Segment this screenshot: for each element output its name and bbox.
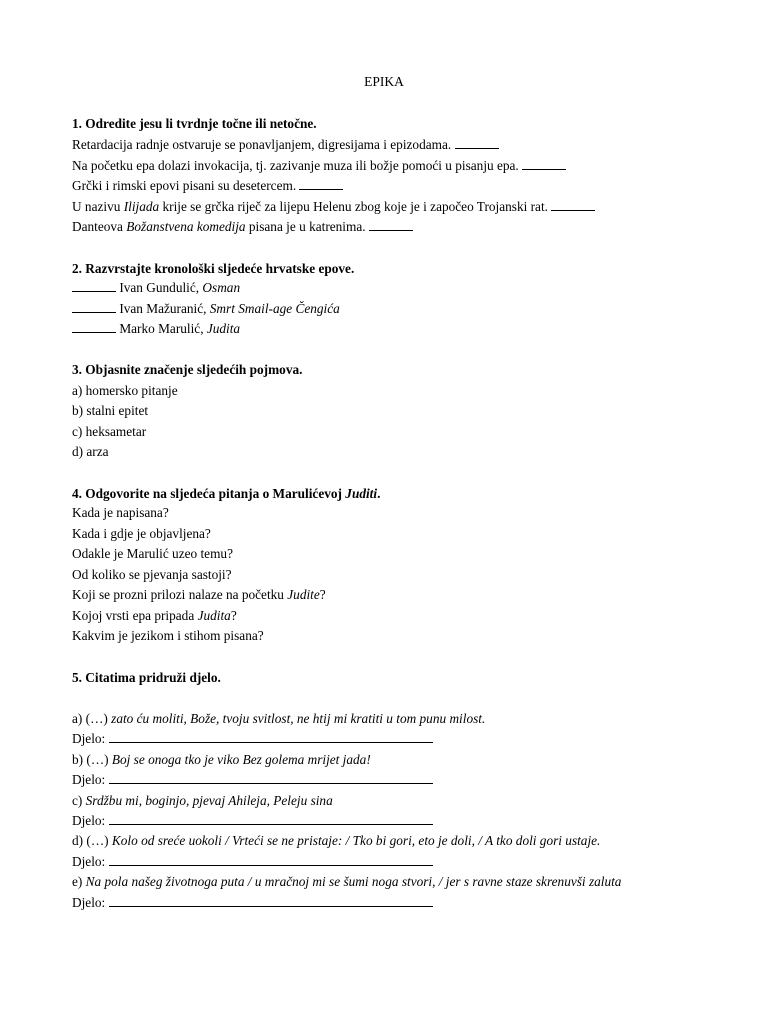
q4-question <box>72 566 232 583</box>
q5-quote-prefix: a) (…) <box>72 711 112 726</box>
q4-heading-italic: Juditi <box>345 486 378 501</box>
q1-statement-text: krije se grčka riječ za lijepu Helenu zbog koje je i započeo Trojanski rat. <box>159 199 548 214</box>
q4-question-italic: Judita <box>197 608 231 623</box>
page-title: EPIKA <box>364 74 404 89</box>
q4-question <box>72 545 233 562</box>
q4-question-text: ? <box>230 608 237 623</box>
djelo-answer-blank[interactable] <box>109 731 433 743</box>
q5-quote-prefix: e) <box>72 874 86 889</box>
q4-question-text: Kada je napisana? <box>72 505 169 520</box>
q1-statement-italic: Ilijada <box>123 199 160 214</box>
q2-item <box>72 320 240 337</box>
q2-author: Marko Marulić, <box>119 321 207 336</box>
djelo-answer-blank[interactable] <box>109 895 433 907</box>
q5-quote-text: Na pola našeg životnoga puta / u mračnoj mi se šumi noga stvori, / jer s ravne staze skrenuvši zaluta <box>85 874 622 889</box>
q5-quote-text: Srdžbu mi, boginjo, pjevaj Ahileja, Peleju sina <box>85 793 333 808</box>
answer-blank[interactable] <box>551 199 595 211</box>
q5-quote-text: Kolo od sreće uokoli / Vrteći se ne pristaje: / Tko bi gori, eto je doli, / A tko doli gori ustaje. <box>111 833 601 848</box>
answer-blank[interactable] <box>455 137 499 149</box>
q5-quote <box>72 832 600 849</box>
q2-item <box>72 300 340 317</box>
q4-question <box>72 607 237 624</box>
q5-answer-line <box>72 730 433 747</box>
q5-answer-line <box>72 771 433 788</box>
q4-heading-end: . <box>377 486 381 501</box>
q5-answer-line <box>72 812 433 829</box>
q5-quote <box>72 873 621 890</box>
q4-question <box>72 504 169 521</box>
q5-quote-prefix: c) <box>72 793 86 808</box>
djelo-label: Djelo: <box>72 895 106 910</box>
djelo-answer-blank[interactable] <box>109 772 433 784</box>
q3-item: a) homersko pitanje <box>72 383 178 398</box>
q1-statement-text: Na početku epa dolazi invokacija, tj. zazivanje muza ili božje pomoći u pisanju epa. <box>72 158 519 173</box>
q2-author: Ivan Mažuranić, <box>119 301 210 316</box>
q1-statement <box>72 198 595 215</box>
q4-question-italic: Judite <box>287 587 320 602</box>
q2-work: Judita <box>206 321 241 336</box>
q1-statement <box>72 136 499 153</box>
q1-statement-text: Grčki i rimski epovi pisani su desetercem. <box>72 178 297 193</box>
q2-heading: 2. Razvrstajte kronološki sljedeće hrvatske epove. <box>72 261 355 276</box>
q4-question <box>72 627 264 644</box>
q5-quote <box>72 751 371 768</box>
q5-quote <box>72 710 485 727</box>
answer-blank[interactable] <box>299 178 343 190</box>
q4-heading <box>72 485 380 502</box>
q1-statement <box>72 157 566 174</box>
q2-work: Osman <box>202 280 241 295</box>
q4-question <box>72 525 211 542</box>
q1-statement-text: Retardacija radnje ostvaruje se ponavljanjem, digresijama i epizodama. <box>72 137 452 152</box>
q1-statement-text: pisana je u katrenima. <box>245 219 366 234</box>
q5-quote-prefix: b) (…) <box>72 752 112 767</box>
djelo-answer-blank[interactable] <box>109 854 433 866</box>
q4-question-text: ? <box>319 587 326 602</box>
djelo-answer-blank[interactable] <box>109 813 433 825</box>
order-blank[interactable] <box>72 280 116 292</box>
order-blank[interactable] <box>72 321 116 333</box>
djelo-label: Djelo: <box>72 772 106 787</box>
q4-question-text: Kakvim je jezikom i stihom pisana? <box>72 628 264 643</box>
q1-heading: 1. Odredite jesu li tvrdnje točne ili netočne. <box>72 116 317 131</box>
q1-statement <box>72 177 343 194</box>
q1-statement-text: Danteova <box>72 219 127 234</box>
q4-question-text: Odakle je Marulić uzeo temu? <box>72 546 233 561</box>
q5-quote <box>72 792 333 809</box>
q4-heading-text: 4. Odgovorite na sljedeća pitanja o Marulićevoj <box>72 486 346 501</box>
q2-author: Ivan Gundulić, <box>119 280 203 295</box>
q2-item <box>72 279 240 296</box>
djelo-label: Djelo: <box>72 813 106 828</box>
q3-item: b) stalni epitet <box>72 403 149 418</box>
q4-question-text: Koji se prozni prilozi nalaze na početku <box>72 587 288 602</box>
q5-answer-line <box>72 894 433 911</box>
answer-blank[interactable] <box>522 158 566 170</box>
q3-heading: 3. Objasnite značenje sljedećih pojmova. <box>72 362 303 377</box>
q5-quote-prefix: d) (…) <box>72 833 112 848</box>
q1-statement-text: U nazivu <box>72 199 124 214</box>
q5-quote-text: Boj se onoga tko je viko Bez golema mrijet jada! <box>111 752 371 767</box>
q4-question-text: Od koliko se pjevanja sastoji? <box>72 567 232 582</box>
q5-heading: 5. Citatima pridruži djelo. <box>72 670 221 685</box>
q1-statement <box>72 218 413 235</box>
answer-blank[interactable] <box>369 219 413 231</box>
order-blank[interactable] <box>72 301 116 313</box>
q3-item: c) heksametar <box>72 424 147 439</box>
q1-statement-italic: Božanstvena komedija <box>126 219 246 234</box>
q4-question-text: Kada i gdje je objavljena? <box>72 526 211 541</box>
djelo-label: Djelo: <box>72 731 106 746</box>
q3-item: d) arza <box>72 444 109 459</box>
q5-quote-text: zato ću moliti, Bože, tvoju svitlost, ne htij mi kratiti u tom punu milost. <box>111 711 486 726</box>
q4-question-text: Kojoj vrsti epa pripada <box>72 608 198 623</box>
q5-answer-line <box>72 853 433 870</box>
q4-question <box>72 586 326 603</box>
djelo-label: Djelo: <box>72 854 106 869</box>
q2-work: Smrt Smail-age Čengića <box>209 301 340 316</box>
